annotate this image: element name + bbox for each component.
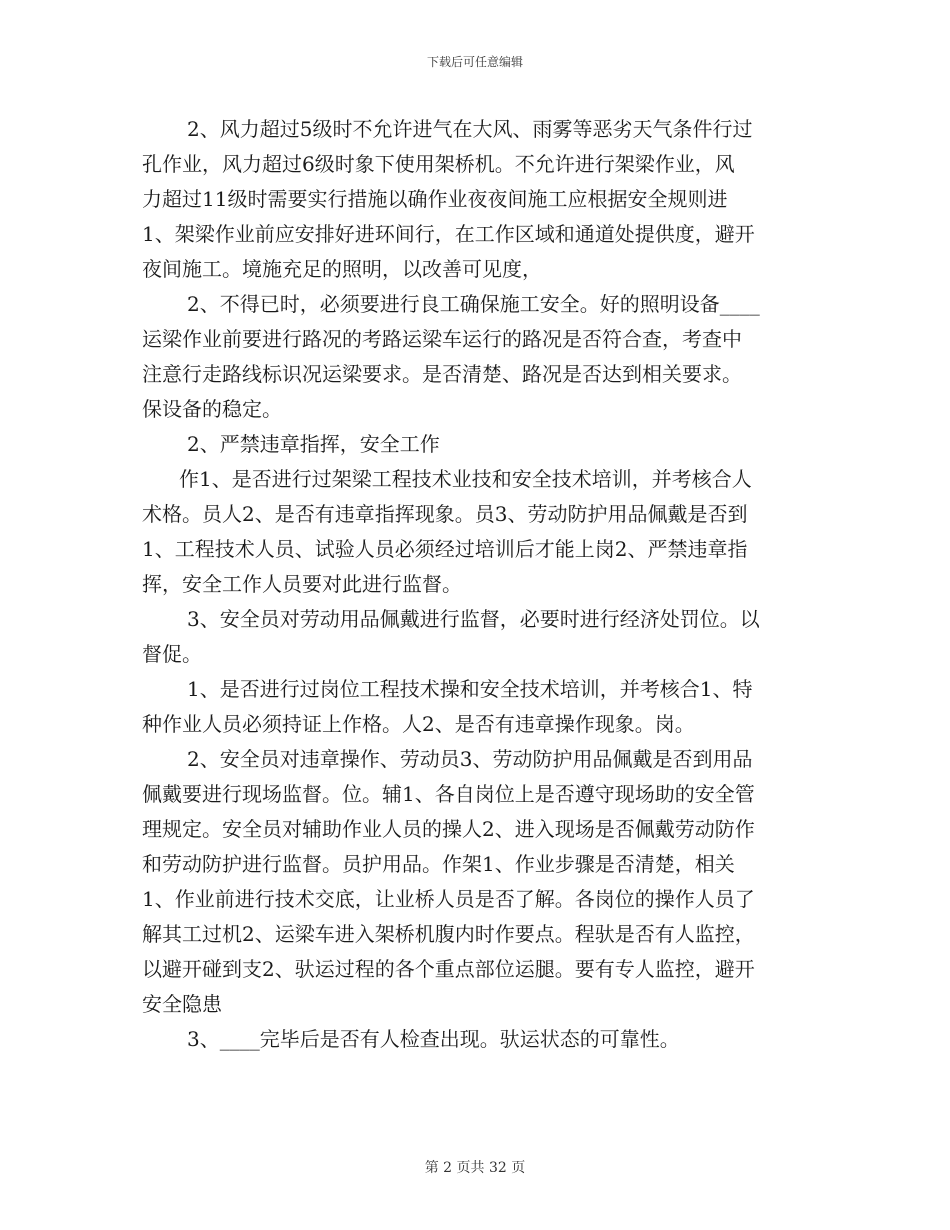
text-line: 运梁作业前要进行路况的考路运梁车运行的路况是否符合查，考查中 — [142, 327, 742, 351]
text-line: 3、____完毕后是否有人检查出现。驮运状态的可靠性。 — [187, 1027, 680, 1051]
text-line: 解其工过机2、运梁车进入架桥机腹内时作要点。程驮是否有人监控， — [142, 922, 755, 946]
text-line: 佩戴要进行现场监督。位。辅1、各自岗位上是否遵守现场助的安全管 — [142, 782, 755, 806]
text-line: 挥，安全工作人员要对此进行监督。 — [142, 572, 462, 596]
text-line: 安全隐患 — [142, 992, 222, 1016]
text-line: 2、安全员对违章操作、劳动员3、劳动防护用品佩戴是否到用品 — [187, 747, 753, 771]
text-line: 2、严禁违章指挥，安全工作 — [187, 432, 440, 456]
text-line: 夜间施工。境施充足的照明，以改善可见度， — [142, 257, 542, 281]
text-line: 以避开碰到支2、驮运过程的各个重点部位运腿。要有专人监控，避开 — [142, 957, 755, 981]
text-line: 孔作业，风力超过6级时象下使用架桥机。不允许进行架梁作业，风 — [142, 152, 735, 176]
page-footer: 第 2 页共 32 页 — [424, 1160, 526, 1176]
text-line: 力超过11级时需要实行措施以确作业夜夜间施工应根据安全规则进 — [142, 187, 728, 211]
text-line: 1、架梁作业前应安排好进环间行，在工作区域和通道处提供度，避开 — [142, 222, 755, 246]
text-line: 注意行走路线标识况运梁要求。是否清楚、路况是否达到相关要求。 — [142, 362, 742, 386]
text-line: 保设备的稳定。 — [142, 397, 282, 421]
text-line: 1、作业前进行技术交底，让业桥人员是否了解。各岗位的操作人员了 — [142, 887, 755, 911]
text-line: 2、不得已时，必须要进行良工确保施工安全。好的照明设备____ — [187, 292, 760, 316]
text-line: 1、工程技术人员、试验人员必须经过培训后才能上岗2、严禁违章指 — [142, 537, 748, 561]
text-line: 3、安全员对劳动用品佩戴进行监督，必要时进行经济处罚位。以 — [187, 607, 760, 631]
text-line: 种作业人员必须持证上作格。人2、是否有违章操作现象。岗。 — [142, 712, 695, 736]
text-line: 作1、是否进行过架梁工程技术业技和安全技术培训，并考核合人 — [179, 467, 752, 491]
page-header: 下载后可任意编辑 — [426, 55, 523, 69]
text-line: 理规定。安全员对辅助作业人员的操人2、进入现场是否佩戴劳动防作 — [142, 817, 755, 841]
document-body — [142, 112, 806, 1057]
text-line: 2、风力超过5级时不允许进气在大风、雨雾等恶劣天气条件行过 — [187, 117, 753, 141]
text-line: 督促。 — [142, 642, 202, 666]
text-line: 1、是否进行过岗位工程技术操和安全技术培训，并考核合1、特 — [187, 677, 753, 701]
text-line: 和劳动防护进行监督。员护用品。作架1、作业步骤是否清楚，相关 — [142, 852, 735, 876]
text-line: 术格。员人2、是否有违章指挥现象。员3、劳动防护用品佩戴是否到 — [142, 502, 748, 526]
